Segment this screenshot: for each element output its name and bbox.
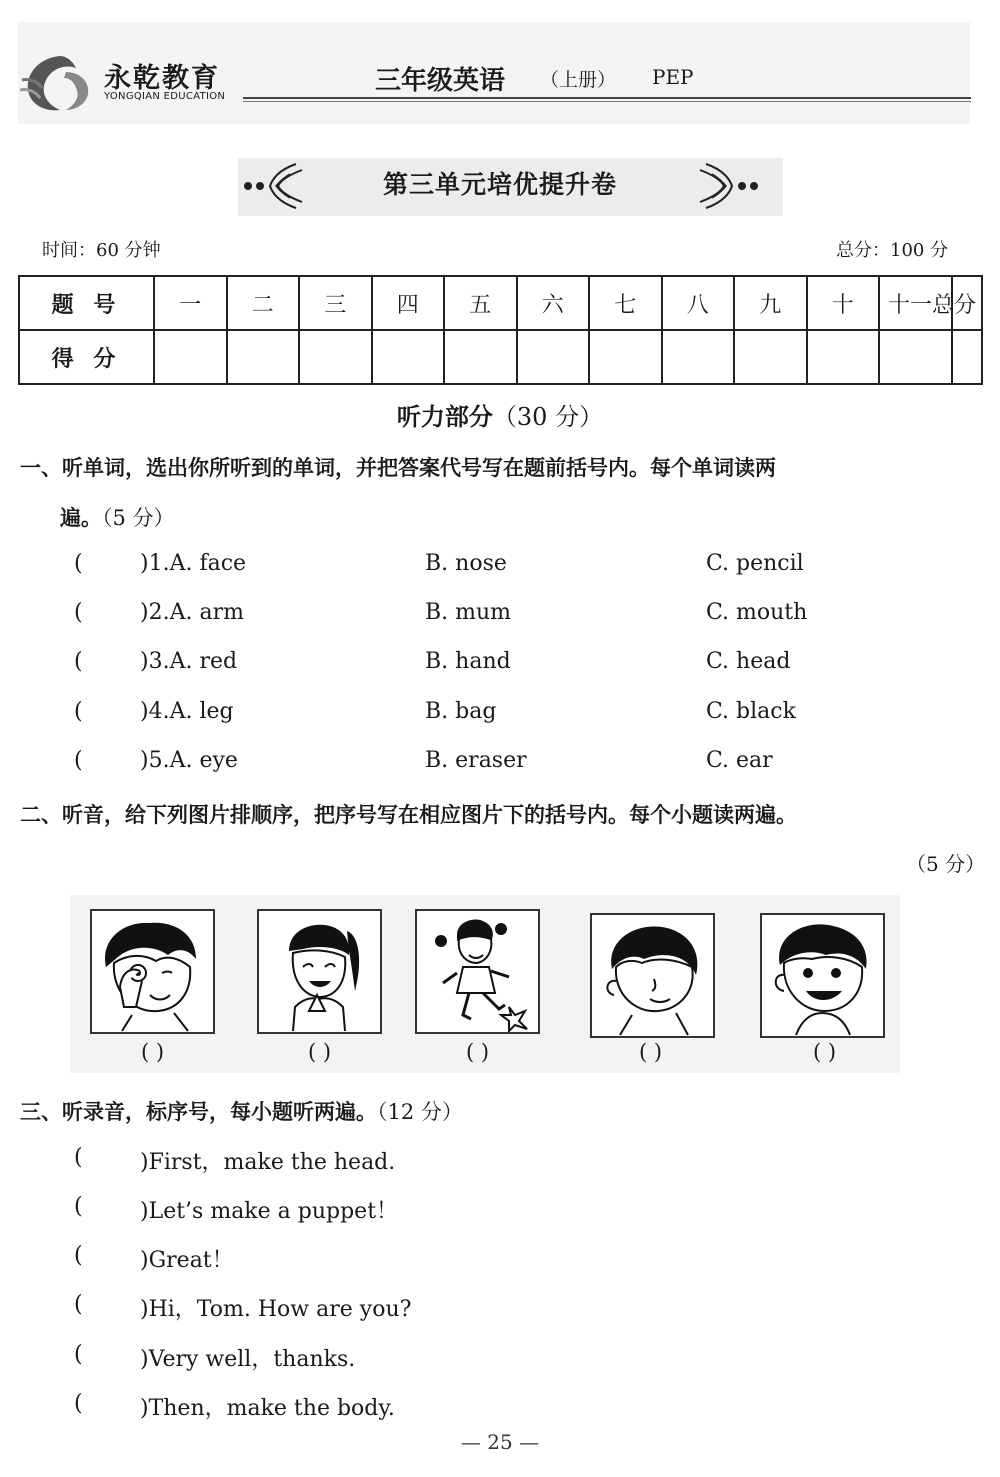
boy-touching-eye-icon — [90, 909, 215, 1034]
q1-option-c: C. black — [706, 699, 796, 724]
q1-item-option-a — [140, 699, 234, 724]
picture-answer-parens[interactable]: ( ) — [307, 1040, 332, 1064]
score-cell[interactable] — [444, 330, 517, 384]
q3-item: ( — [74, 1342, 83, 1367]
page-title: 三年级英语 — [375, 66, 506, 96]
q1-option-b: B. hand — [425, 649, 511, 674]
column-header: 六 — [517, 276, 590, 330]
q1-item-option-a — [140, 600, 244, 625]
q1-option-b: B. mum — [425, 600, 512, 625]
q1-item-number: )5. — [140, 748, 170, 773]
q3-item-text: )Let’s make a puppet！ — [140, 1199, 399, 1224]
volume-label: （上册） — [540, 69, 617, 91]
score-cell[interactable] — [517, 330, 590, 384]
q1-item-option-a — [140, 649, 237, 674]
score-table — [18, 275, 983, 385]
header-rule — [243, 97, 971, 99]
boy-face-icon — [590, 913, 715, 1038]
time-label: 时间：60 分钟 — [42, 240, 161, 261]
column-header: 七 — [589, 276, 662, 330]
q1-option-b: B. nose — [425, 551, 507, 576]
q1-item-option-a — [140, 748, 238, 773]
edition-label: PEP — [652, 65, 694, 89]
q3-item: ( — [74, 1243, 83, 1268]
score-cell[interactable] — [807, 330, 880, 384]
listening-points: （30 分） — [492, 403, 604, 431]
score-cell[interactable] — [372, 330, 445, 384]
score-cell[interactable] — [734, 330, 807, 384]
score-row — [19, 330, 982, 384]
girl-kicking-leg-icon — [415, 909, 540, 1034]
q3-heading — [20, 1096, 463, 1126]
q3-item: ( — [74, 1194, 83, 1219]
q1-heading-text: 一、听单词，选出你所听到的单词，并把答案代号写在题前括号内。每个单词读两 — [20, 456, 776, 480]
score-cell[interactable] — [589, 330, 662, 384]
q1-item: ( — [74, 649, 83, 674]
q1-item: ( — [74, 551, 83, 576]
column-header: 一 — [154, 276, 227, 330]
column-header-total: 总分 — [932, 292, 977, 318]
q3-item: ( — [74, 1391, 83, 1416]
q3-item-text: )Hi，Tom. How are you? — [140, 1297, 412, 1322]
q1-item-number: )1. — [140, 551, 170, 576]
q3-item: ( — [74, 1145, 83, 1170]
q1-option-c: C. pencil — [706, 551, 804, 576]
q1-item-option-a — [140, 551, 246, 576]
picture-answer-parens[interactable]: ( ) — [465, 1040, 490, 1064]
column-header: 八 — [662, 276, 735, 330]
logo-english-text: YONGQIAN EDUCATION — [104, 91, 226, 102]
q1-option-a: A. leg — [169, 699, 234, 724]
q1-option-c: C. ear — [706, 748, 773, 773]
q3-item-text: )Very well，thanks. — [140, 1347, 356, 1372]
column-header: 三 — [299, 276, 372, 330]
column-header-eleven: 十一 — [888, 292, 933, 318]
logo-chinese-text: 永乾教育 — [104, 63, 220, 94]
q1-item-number: )4. — [140, 699, 170, 724]
header-rule-thin — [243, 101, 971, 102]
q3-item-text: )First，make the head. — [140, 1150, 396, 1175]
q1-item-number: )3. — [140, 649, 170, 674]
q1-option-a: A. eye — [169, 748, 238, 773]
q1-item: ( — [74, 699, 83, 724]
picture-answer-parens[interactable]: ( ) — [812, 1040, 837, 1064]
girl-clapping-hands-icon — [257, 909, 382, 1034]
q1-option-b: B. eraser — [425, 748, 527, 773]
column-header: 二 — [227, 276, 300, 330]
row-label-score: 得 分 — [19, 330, 154, 384]
total-score-label: 总分：100 分 — [836, 240, 949, 261]
q1-option-c: C. mouth — [706, 600, 808, 625]
yongqian-logo-icon — [20, 52, 100, 114]
q2-heading: 二、听音，给下列图片排顺序，把序号写在相应图片下的括号内。每个小题读两遍。 — [20, 803, 797, 827]
q1-heading-cont — [60, 502, 175, 532]
q1-option-a: A. face — [169, 551, 247, 576]
score-cell[interactable] — [154, 330, 227, 384]
column-header: 四 — [372, 276, 445, 330]
q3-item-text: )Great！ — [140, 1248, 234, 1273]
q1-item-number: )2. — [140, 600, 170, 625]
q1-option-b: B. bag — [425, 699, 497, 724]
column-header — [879, 276, 977, 330]
picture-answer-parens[interactable]: ( ) — [140, 1040, 165, 1064]
unit-title: 第三单元培优提升卷 — [382, 170, 617, 199]
q1-item: ( — [74, 600, 83, 625]
boy-smiling-face-icon — [760, 913, 885, 1038]
q1-heading-cont-text: 遍。 — [60, 506, 102, 530]
column-header: 五 — [444, 276, 517, 330]
score-cell-total[interactable] — [952, 330, 982, 384]
q1-option-a: A. arm — [169, 600, 244, 625]
q1-points: （5 分） — [102, 506, 175, 530]
row-label-question-number: 题 号 — [19, 276, 154, 330]
score-cell[interactable] — [227, 330, 300, 384]
q3-item-text: )Then，make the body. — [140, 1396, 395, 1421]
q2-points: （5 分） — [906, 852, 986, 876]
listening-title: 听力部分 — [396, 403, 493, 431]
column-header: 九 — [734, 276, 807, 330]
q3-heading-text: 三、听录音，标序号，每小题听两遍。 — [20, 1100, 377, 1124]
score-cell[interactable] — [299, 330, 372, 384]
column-header: 十 — [807, 276, 880, 330]
q3-points: （12 分） — [377, 1100, 463, 1124]
question-number-row — [19, 276, 982, 330]
q3-item: ( — [74, 1292, 83, 1317]
page-number: — 25 — — [460, 1430, 540, 1454]
q1-item: ( — [74, 748, 83, 773]
q1-option-a: A. red — [169, 649, 238, 674]
score-cell[interactable] — [879, 330, 952, 384]
listening-section-title — [0, 397, 1000, 432]
picture-answer-parens[interactable]: ( ) — [638, 1040, 663, 1064]
q1-heading — [20, 452, 776, 482]
q1-option-c: C. head — [706, 649, 791, 674]
score-cell[interactable] — [662, 330, 735, 384]
